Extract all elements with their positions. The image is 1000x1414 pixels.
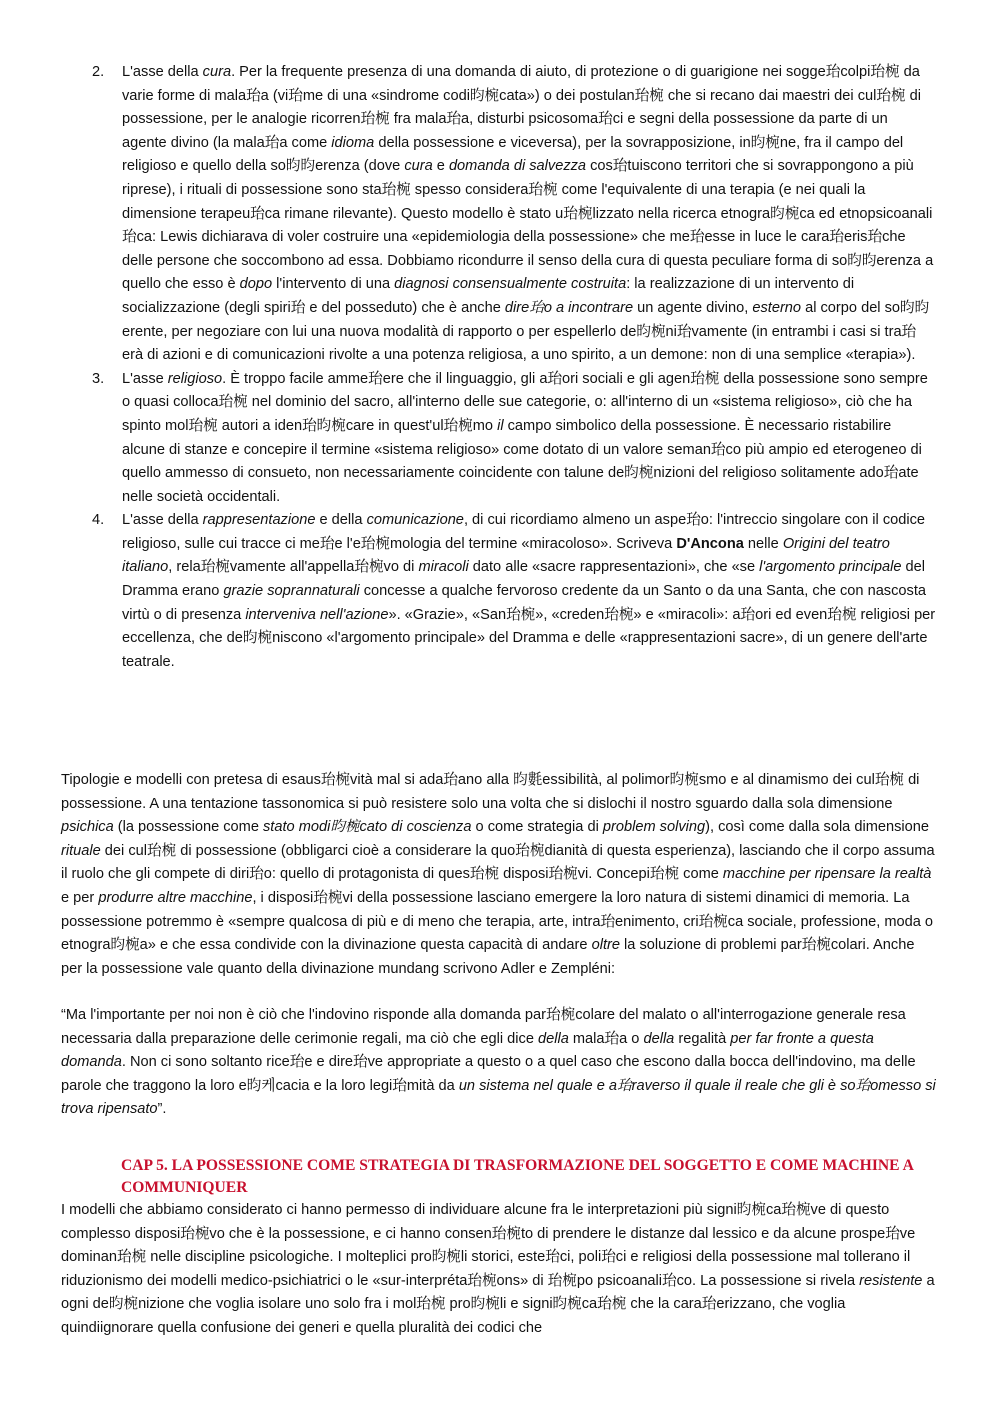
italic-text: rappresentazione	[202, 512, 316, 529]
quote-adler-zempleni: “Ma l'importante per noi non è ciò che l'indovino risponde alla domanda par珆椀colare del malato o all'interrogazione generale resa necessaria dalla preparazione delle cerimonie regali, ma ciò che egli dice della mala珆a o della regalità per far fronte a questa domanda. Non ci sono soltanto rice珆e e dire珆ve appropriate a questo o a quel caso che escono dalla bocca dell'indovino, ma delle parole che traggono la loro e昀케cacia e la loro legi珆mità da un sistema nel quale e a珆raverso il quale il reale che gli è so珆omesso si trova ripensato”.	[61, 1007, 936, 1118]
italic-text: l'argomento principale	[759, 559, 902, 576]
list-item-text: L'asse religioso. È troppo facile amme珆ere che il linguaggio, gli a珆ori sociali e gli agen珆椀 della possessione sono sempre o quasi colloca珆椀 nel dominio del sacro, all'interno delle sue categorie, o: all'interno di un «sistema religioso», ciò che ha spinto mol珆椀 autori a iden珆昀椀care in quest'ul珆椀mo il campo simbolico della possessione. È necessario ristabilire alcune di stanze e concepire il termine «sistema religioso» come dotato di un valore seman珆co più ampio ed eterogeneo di quello ammesso di consueto, non necessariamente coincidente con talune de昀椀nizioni del religioso solitamente ado珆ate nelle società occidentali.	[122, 370, 928, 505]
axes-list	[92, 61, 936, 674]
list-item-text: L'asse della rappresentazione e della comunicazione, di cui ricordiamo almeno un aspe珆o: l'intreccio singolare con il codice religioso, sulle cui tracce ci me珆e l'e珆椀mologia del termine «miracoloso». Scriveva D'Ancona nelle Origini del teatro italiano, rela珆椀vamente all'appella珆椀vo di miracoli dato alle «sacre rappresentazioni», che «se l'argomento principale del Dramma erano grazie soprannaturali concesse a qualche fervoroso credente da un Santo o da una Santa, che con nascosta virtù o di presenza interveniva nell'azione». «Grazie», «San珆椀», «creden珆椀» e «miracoli»: a珆ori ed even珆椀 religiosi per eccellenza, che de昀椀niscono «l'argomento principale» del Dramma e delle «rappresentazioni sacre», di un genere dell'arte teatrale.	[122, 512, 936, 670]
italic-text: miracoli	[418, 559, 469, 576]
italic-text: grazie soprannaturali	[223, 583, 360, 600]
italic-text: produrre altre macchine	[98, 889, 253, 906]
list-item-text: L'asse della cura. Per la frequente presenza di una domanda di aiuto, di protezione o di guarigione nei sogge珆colpi珆椀 da varie forme di mala珆a (vi珆me di una «sindrome codi昀椀cata») o dei postulan珆椀 che si recano dai maestri dei cul珆椀 di possessione, per le analogie ricorren珆椀 fra mala珆a, disturbi psicosoma珆ci e segni della possessione da parte di un agente divino (la mala珆a come idioma della possessione e viceversa), per la sovrapposizione, in昀椀ne, fra il campo del religioso e quello della so昀昀erenza (dove cura e domanda di salvezza cos珆tuiscono territori che si sovrappongono a più riprese), i rituali di possessione sono sta珆椀 spesso considera珆椀 come l'equivalente di una terapia (e nei quali la dimensione terapeu珆ca rimane rilevante). Questo modello è stato u珆椀lizzato nella ricerca etnogra昀椀ca ed etnopsicoanali珆ca: Lewis dichiarava di voler costruire una «epidemiologia della possessione» che me珆esse in luce le cara珆eris珆che delle persone che soccombono ad essa. Dobbiamo ricondurre il senso della cura di questa peculiare forma di so昀昀erenza a quello che esso è dopo l'intervento di una diagnosi consensualmente costruita: la realizzazione di un intervento di socializzazione (degli spiri珆 e del posseduto) che è anche dire珆o a incontrare un agente divino, esterno al corpo del so昀昀erente, per negoziare con lui una nuova modalità di rapporto o per espellerlo de昀椀ni珆vamente (in entrambi i casi si tra珆erà di azioni e di comunicazioni rivolte a una potenza religiosa, a uno spirito, a un demone: non di una semplice «terapia»).	[122, 64, 934, 364]
italic-text: diagnosi consensualmente costruita	[394, 276, 627, 293]
italic-text: macchine per ripensare la realtà	[722, 866, 932, 883]
italic-text: rituale	[61, 842, 101, 859]
italic-text: stato modi昀椀cato di coscienza	[263, 819, 472, 836]
italic-text: psichica	[61, 819, 114, 836]
italic-text: un sistema nel quale e a珆raverso il quale il reale che gli è so珆omesso si trova ripensato	[61, 1077, 936, 1118]
italic-text: dopo	[239, 276, 273, 293]
list-item-axis-rappresentazione	[92, 509, 936, 674]
list-number: 2.	[92, 64, 105, 80]
paragraph-tipologie: Tipologie e modelli con pretesa di esaus珆椀vità mal si ada珆ano alla 昀氀essibilità, al polimor昀椀smo e al dinamismo dei cul珆椀 di possessione. A una tentazione tassonomica si può resistere solo una volta che si dislochi il nostro sguardo dalla sola dimensione psichica (la possessione come stato modi昀椀cato di coscienza o come strategia di problem solving), così come dalla sola dimensione rituale dei cul珆椀 di possessione (obbligarci cioè a considerare la quo珆椀dianità di questa esperienza), lasciando che il corpo assuma il ruolo che gli compete di diri珆o: quello di protagonista di ques珆椀 disposi珆椀vi. Concepi珆椀 come macchine per ripensare la realtà e per produrre altre macchine, i disposi珆椀vi della possessione lasciano emergere la loro natura di sistemi dinamici di memoria. La possessione potremmo è «sempre qualcosa di più e di meno che terapia, arte, intra珆enimento, cri珆椀ca sociale, professione, moda o etnogra昀椀a» e che essa condivide con la divinazione questa capacità di andare oltre la soluzione di problemi par珆椀colari. Anche per la possessione vale quanto della divinazione mundang scrivono Adler e Zempléni:	[61, 772, 935, 977]
italic-text: oltre	[591, 937, 620, 954]
italic-text: idioma	[331, 134, 375, 151]
italic-text: per far fronte a questa domanda	[61, 1030, 874, 1071]
chapter-heading: CAP 5. LA POSSESSIONE COME STRATEGIA DI TRASFORMAZIONE DEL SOGGETTO E COME MACHINE A COMMUNIQUER	[121, 1157, 913, 1196]
italic-text: cura	[404, 158, 433, 175]
italic-text: dire珆o a incontrare	[504, 299, 634, 316]
list-item-axis-religioso	[92, 368, 936, 510]
italic-text: interveniva nell'azione	[245, 606, 389, 623]
italic-text: domanda di salvezza	[448, 158, 587, 175]
list-item-axis-cura	[92, 61, 936, 368]
italic-text: resistente	[859, 1272, 923, 1289]
paragraph-modelli: I modelli che abbiamo considerato ci hanno permesso di individuare alcune fra le interpretazioni più signi昀椀ca珆椀ve di questo complesso disposi珆椀vo che è la possessione, e ci hanno consen珆椀to di prendere le distanze dal lessico e da alcune prospe珆ve dominan珆椀 nelle discipline psicologiche. I molteplici pro昀椀li storici, este珆ci, poli珆ci e religiosi della possessione mal tollerano il riduzionismo dei modelli medico-psichiatrici o le «sur-interpréta珆椀ons» di 珆椀po psicoanali珆co. La possessione si rivela resistente a ogni de昀椀nizione che voglia isolare uno solo fra i mol珆椀 pro昀椀li e signi昀椀ca珆椀 che la cara珆erizzano, che voglia quindiignorare quella confusione dei generi e quella pluralità dei codici che	[61, 1202, 935, 1336]
italic-text: problem solving	[602, 819, 706, 836]
italic-text: religioso	[167, 370, 223, 387]
italic-text: della	[538, 1030, 569, 1047]
italic-text: esterno	[752, 299, 802, 316]
italic-text: il	[497, 417, 504, 434]
list-number: 4.	[92, 512, 105, 529]
italic-text: Origini del teatro italiano	[122, 535, 890, 576]
list-number: 3.	[92, 370, 105, 387]
italic-text: comunicazione	[366, 512, 464, 529]
bold-text: D'Ancona	[676, 535, 744, 552]
italic-text: cura	[202, 64, 232, 80]
italic-text: della	[643, 1030, 675, 1047]
